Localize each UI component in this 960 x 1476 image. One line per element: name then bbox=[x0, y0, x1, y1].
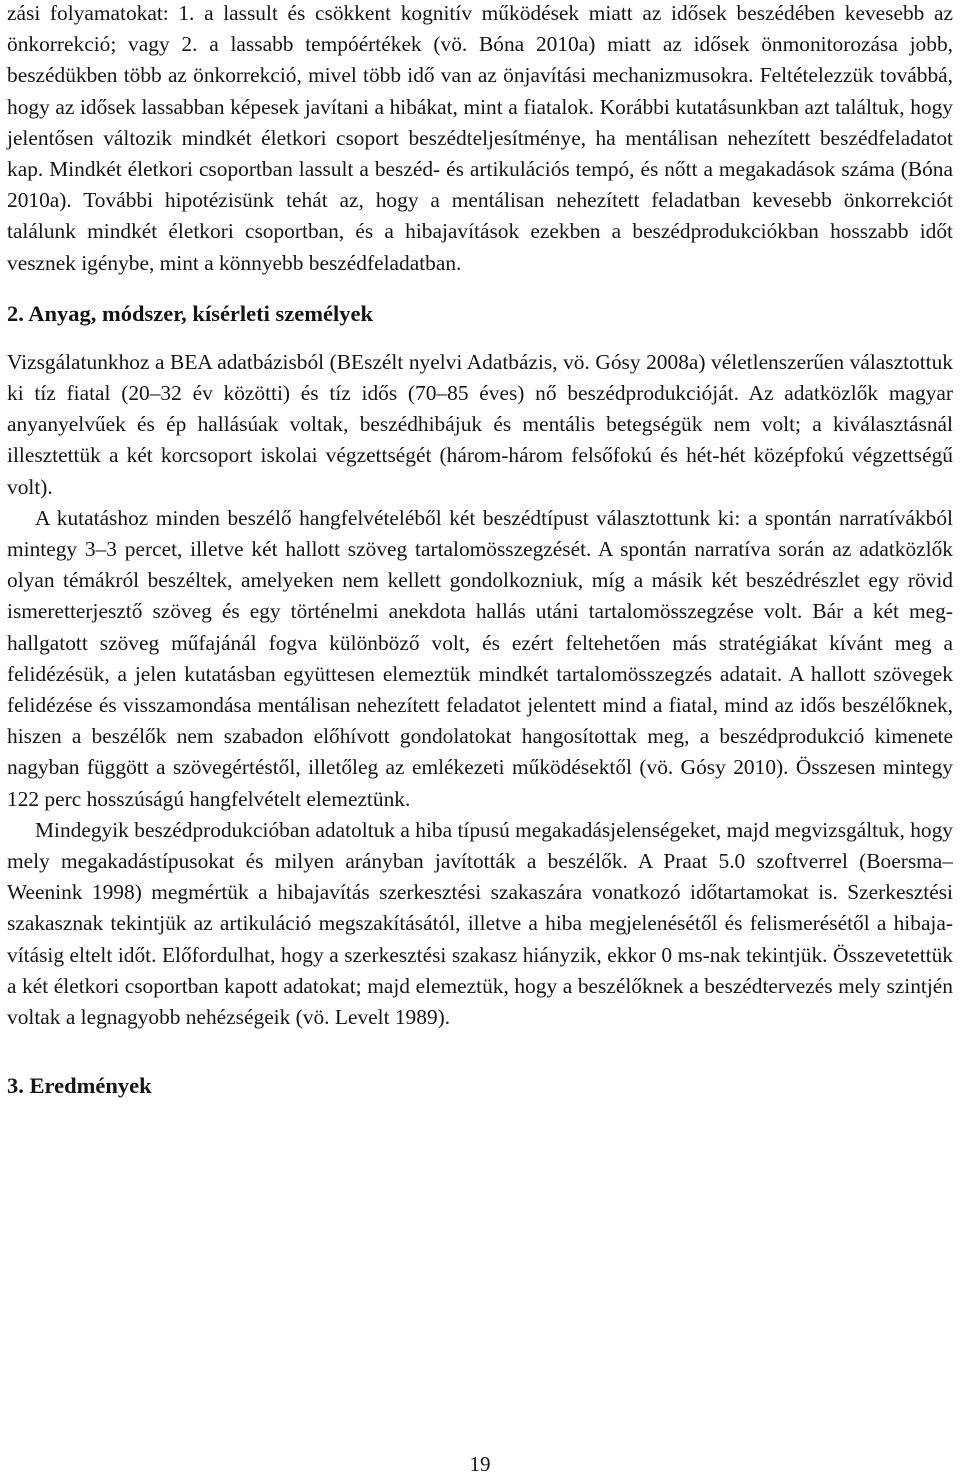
section-heading-results: 3. Eredmények bbox=[7, 1073, 152, 1099]
body-paragraph-subjects: Vizsgálatunkhoz a BEA adatbázisból (BEszélt nyelvi Adatbázis, vö. Gósy 2008a) véletlenszerűen választottuk ki tíz fiatal (20–32 év közötti) és tíz idős (70–85 éves) nő beszédprodukcióját. Az adatközlők magyar anyanyelvűek és ép hallásúak voltak, beszédhibájuk és mentális betegségük nem volt; a kiválasztásnál illesztettük a két korcsoport iskolai végzettségét (három-három felsőfokú és hét-hét középfokú végzettségű volt). bbox=[7, 349, 953, 499]
body-paragraph-intro: zási folyamatokat: 1. a lassult és csökkent kognitív működések miatt az idősek beszédében kevesebb az önkorrekció; vagy 2. a lassabb tempóértékek (vö. Bóna 2010a) miatt az idősek önmonitorozása jobb, beszédükben több az önkorrekció, mivel több idő van az önjavítási mechanizmusokra. Feltételezzük továbbá, hogy az idősek lassabban képesek javítani a hibákat, mint a fiatalok. Korábbi kutatásunkban azt találtuk, hogy jelentősen változik mindkét életkori csoport beszédteljesítménye, ha mentálisan nehezített beszédfeladatot kap. Mindkét életkori csoportban lassult a beszéd- és artikulációs tempó, és nőtt a megakadások száma (Bóna 2010a). További hipotézisünk tehát az, hogy a mentálisan nehezített feladatban kevesebb önkorrekciót találunk mindkét életkori csoportban, és a hibajavítások ezekben a beszédprodukciókban hosszabb időt vesznek igénybe, mint a könnyebb beszédfeladatban. bbox=[7, 1, 953, 275]
page-number: 19 bbox=[469, 1452, 491, 1476]
section-heading-methods: 2. Anyag, módszer, kísérleti személyek bbox=[7, 300, 373, 326]
page-content bbox=[7, 0, 953, 1101]
body-paragraph-recordings: A kutatáshoz minden beszélő hangfelvételéből két beszédtípust választottunk ki: a spontán narratívákból mintegy 3–3 percet, illetve két hallott szöveg tartalomösszegzését. A spontán narratíva során az adatközlők olyan témákról beszéltek, amelyeken nem kellett gondolkozniuk, míg a másik két beszédrészlet egy rövid ismeretterjesztő szöveg és egy történelmi anekdota hallás utáni tartalomösszegzése volt. Bár a két meghallgatott szöveg műfajánál fogva különböző volt, és ezért feltehetően más stratégiákat kívánt meg a felidézésük, a jelen kutatásban együttesen elemeztük mindkét tartalomösszegzés adatait. A hallott szövegek felidézése és visszamondása mentálisan nehezített feladatot jelentett mind a fiatal, mind az idős beszélőknek, hiszen a beszélők nem szabadon előhívott gondolatokat hangosítottak meg, a beszédprodukció kimenete nagyban függött a szövegértéstől, illetőleg az emlékezeti működésektől (vö. Gósy 2010). Összesen mintegy 122 perc hosszúságú hangfelvételt elemeztünk. bbox=[7, 505, 953, 811]
body-paragraph-analysis: Mindegyik beszédprodukcióban adatoltuk a hiba típusú megakadásjelenségeket, majd megvizsgáltuk, hogy mely megakadástípusokat és milyen arányban javították a beszélők. A Praat 5.0 szoftverrel (Boersma–Weenink 1998) megmértük a hibajavítás szerkesztési szakaszára vonatkozó időtartamokat is. Szerkesztési szakasznak tekintjük az artikuláció megszakításától, illetve a hiba megjelenésétől és felismerésétől a hibajavításig eltelt időt. Előfordulhat, hogy a szerkesztési szakasz hiányzik, ekkor 0 ms-nak tekintjük. Összevetettük a két életkori csoportban kapott adatokat; majd elemeztük, hogy a beszélőknek a beszédtervezés mely szintjén voltak a legnagyobb nehézségeik (vö. Levelt 1989). bbox=[7, 817, 953, 1030]
